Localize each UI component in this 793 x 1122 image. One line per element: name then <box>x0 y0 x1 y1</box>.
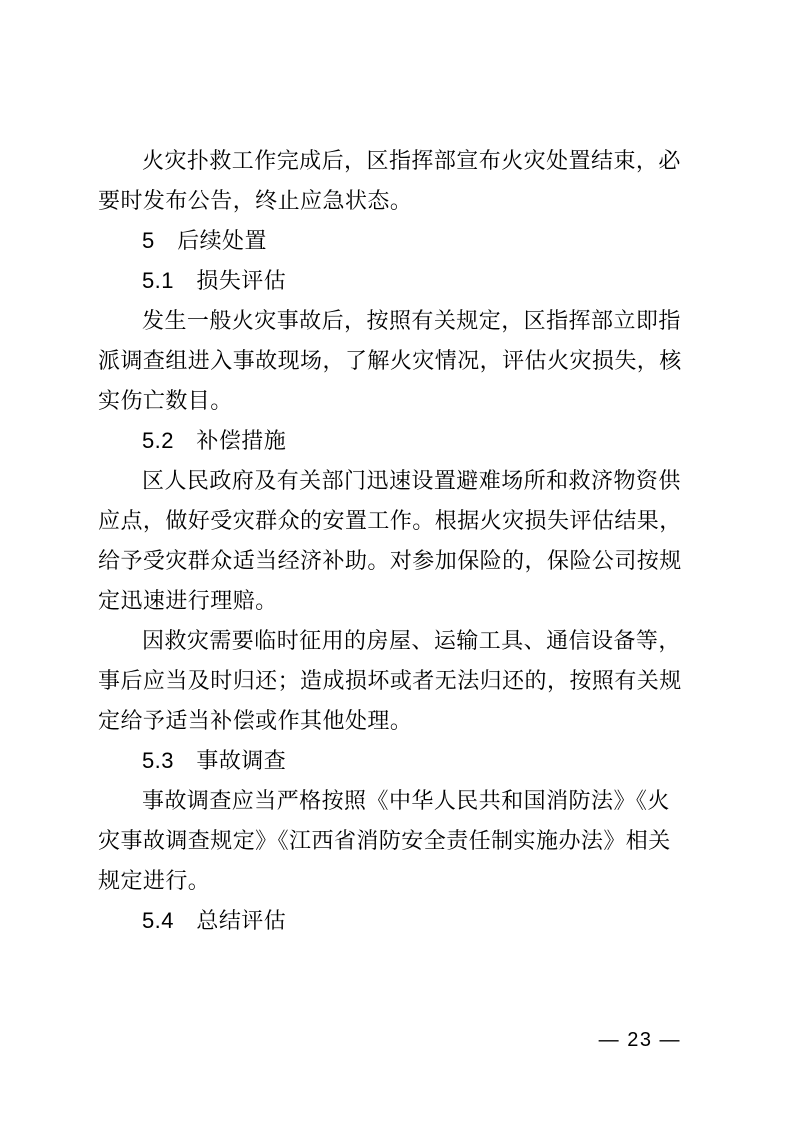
paragraph-line: 应点，做好受灾群众的安置工作。根据火灾损失评估结果， <box>98 508 682 533</box>
section-heading: 5 后续处置 <box>142 228 267 253</box>
paragraph-line: 定给予适当补偿或作其他处理。 <box>98 708 413 733</box>
section-heading: 5.4 总结评估 <box>142 908 287 933</box>
paragraph-line: 派调查组进入事故现场，了解火灾情况，评估火灾损失，核 <box>98 348 682 373</box>
paragraph-line: 规定进行。 <box>98 868 211 893</box>
paragraph-line: 实伤亡数目。 <box>98 388 233 413</box>
section-heading: 5.2 补偿措施 <box>142 428 287 453</box>
paragraph-line: 因救灾需要临时征用的房屋、运输工具、通信设备等， <box>142 628 681 653</box>
paragraph-line: 区人民政府及有关部门迅速设置避难场所和救济物资供 <box>142 468 681 493</box>
paragraph-line: 灾事故调查规定》《江西省消防安全责任制实施办法》相关 <box>98 828 671 853</box>
paragraph-line: 要时发布公告，终止应急状态。 <box>98 188 413 213</box>
paragraph-line: 事后应当及时归还；造成损坏或者无法归还的，按照有关规 <box>98 668 682 693</box>
section-heading: 5.3 事故调查 <box>142 748 287 773</box>
page-number: — 23 — <box>598 1029 681 1051</box>
paragraph-line: 发生一般火灾事故后，按照有关规定，区指挥部立即指 <box>142 308 681 333</box>
section-heading: 5.1 损失评估 <box>142 268 287 293</box>
paragraph-line: 定迅速进行理赔。 <box>98 588 278 613</box>
paragraph-line: 火灾扑救工作完成后，区指挥部宣布火灾处置结束，必 <box>142 148 681 173</box>
paragraph-line: 给予受灾群众适当经济补助。对参加保险的，保险公司按规 <box>98 548 682 573</box>
paragraph-line: 事故调查应当严格按照《中华人民共和国消防法》《火 <box>142 788 670 813</box>
document-body <box>98 141 682 941</box>
